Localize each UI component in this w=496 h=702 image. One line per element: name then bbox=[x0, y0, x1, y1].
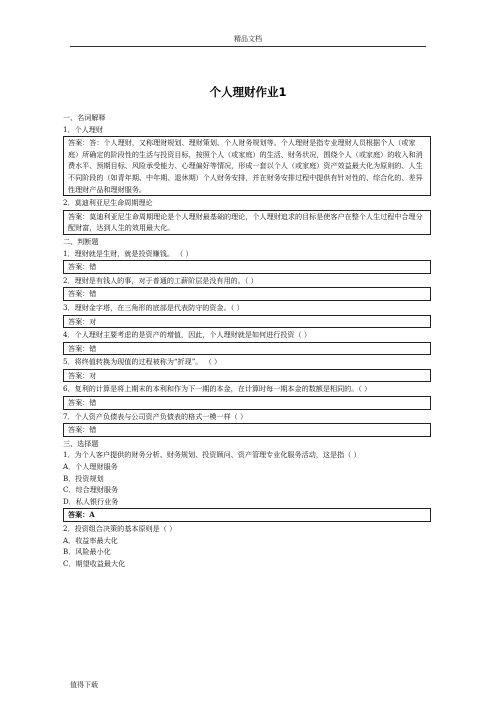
answer-box: 答案：莫迪利亚尼生命周期理论是个人理财最基础的理论，个人理财追求的目标是使客户在整个人生过程中合理分配财富，达到人生的效用最大化。 bbox=[63, 210, 431, 235]
choice-option: B．风险最小化 bbox=[63, 547, 111, 557]
answer-box: 答案：答：个人理财，又称理财规划、理财策划、个人财务规划等。个人理财是指专业理财人员根据个人（或家庭）所确定的阶段性的生活与投资目标，按照个人（或家庭）的生活、财务状况，围绕个人（或家庭）的收入和消费水平、预期目标、风险承受能力、心理偏好等情况，形成一套以个人（或家庭）资产效益最大化为原则的、人生不同阶段的（如青年期、中年期、退休期）个人财务安排，并在财务安排过程中提供有针对性的、综合化的、差异性理财产品和理财服务。 bbox=[63, 136, 431, 196]
page-footer: 值得下载 bbox=[70, 681, 98, 689]
judgment-question: 1．理财就是生财，就是投资赚钱。 （ ） bbox=[63, 248, 193, 258]
judgment-question: 7．个人资产负债表与公司资产负债表的格式一模一样（ ） bbox=[63, 411, 248, 421]
term-question: 2．莫迪利亚尼生命周期理论 bbox=[63, 198, 153, 208]
choice-question: 1．为个人客户提供的财务分析、财务规划、投资顾问、资产管理专业化服务活动，这是指（ ） bbox=[63, 450, 361, 460]
choice-option: A．收益率最大化 bbox=[63, 535, 118, 545]
section-heading: 二、判断题 bbox=[63, 236, 99, 246]
judgment-question: 2．理财是有钱人的事，对于普通的工薪阶层是没有用的。（ ） bbox=[63, 275, 258, 285]
answer-box: 答案：错 bbox=[63, 342, 431, 356]
answer-box: 答案：错 bbox=[63, 287, 431, 301]
answer-box: 答案：A bbox=[63, 508, 431, 522]
section-heading: 一、名词解释 bbox=[63, 113, 106, 122]
choice-option: B．投资规划 bbox=[63, 473, 104, 483]
choice-option: C．期望收益最大化 bbox=[63, 558, 126, 568]
answer-box: 答案：错 bbox=[63, 396, 431, 410]
document-body bbox=[63, 112, 431, 569]
answer-box: 答案：对 bbox=[63, 315, 431, 329]
choice-option: D．私人银行业务 bbox=[63, 496, 119, 506]
page-title: 个人理财作业1 bbox=[209, 85, 287, 99]
judgment-question: 3．理财金字塔，在三角形的底部是代表防守的资金。（ ） bbox=[63, 302, 244, 312]
choice-question: 2．投资组合决策的基本原则是（ ） bbox=[63, 524, 177, 533]
term-question: 1．个人理财 bbox=[63, 124, 103, 134]
judgment-question: 6．复利的计算是将上期末的本利和作为下一期的本金，在计算时每一期本金的数额是相同的。（ ） bbox=[63, 384, 372, 394]
judgment-question: 4．个人理财主要考虑的是资产的增值，因此，个人理财就是如何进行投资（ ） bbox=[63, 330, 311, 340]
choice-option: C．综合理财服务 bbox=[63, 485, 119, 495]
section-heading: 三、选择题 bbox=[63, 438, 99, 448]
judgment-question: 5．将终值转换为现值的过程被称为“折现”。 （ ） bbox=[63, 357, 222, 367]
page-header: 精品文档 bbox=[70, 34, 426, 47]
answer-box: 答案：对 bbox=[63, 369, 431, 383]
answer-box: 答案：错 bbox=[63, 423, 431, 437]
choice-option: A．个人理财服务 bbox=[63, 462, 118, 472]
answer-box: 答案：错 bbox=[63, 260, 431, 274]
